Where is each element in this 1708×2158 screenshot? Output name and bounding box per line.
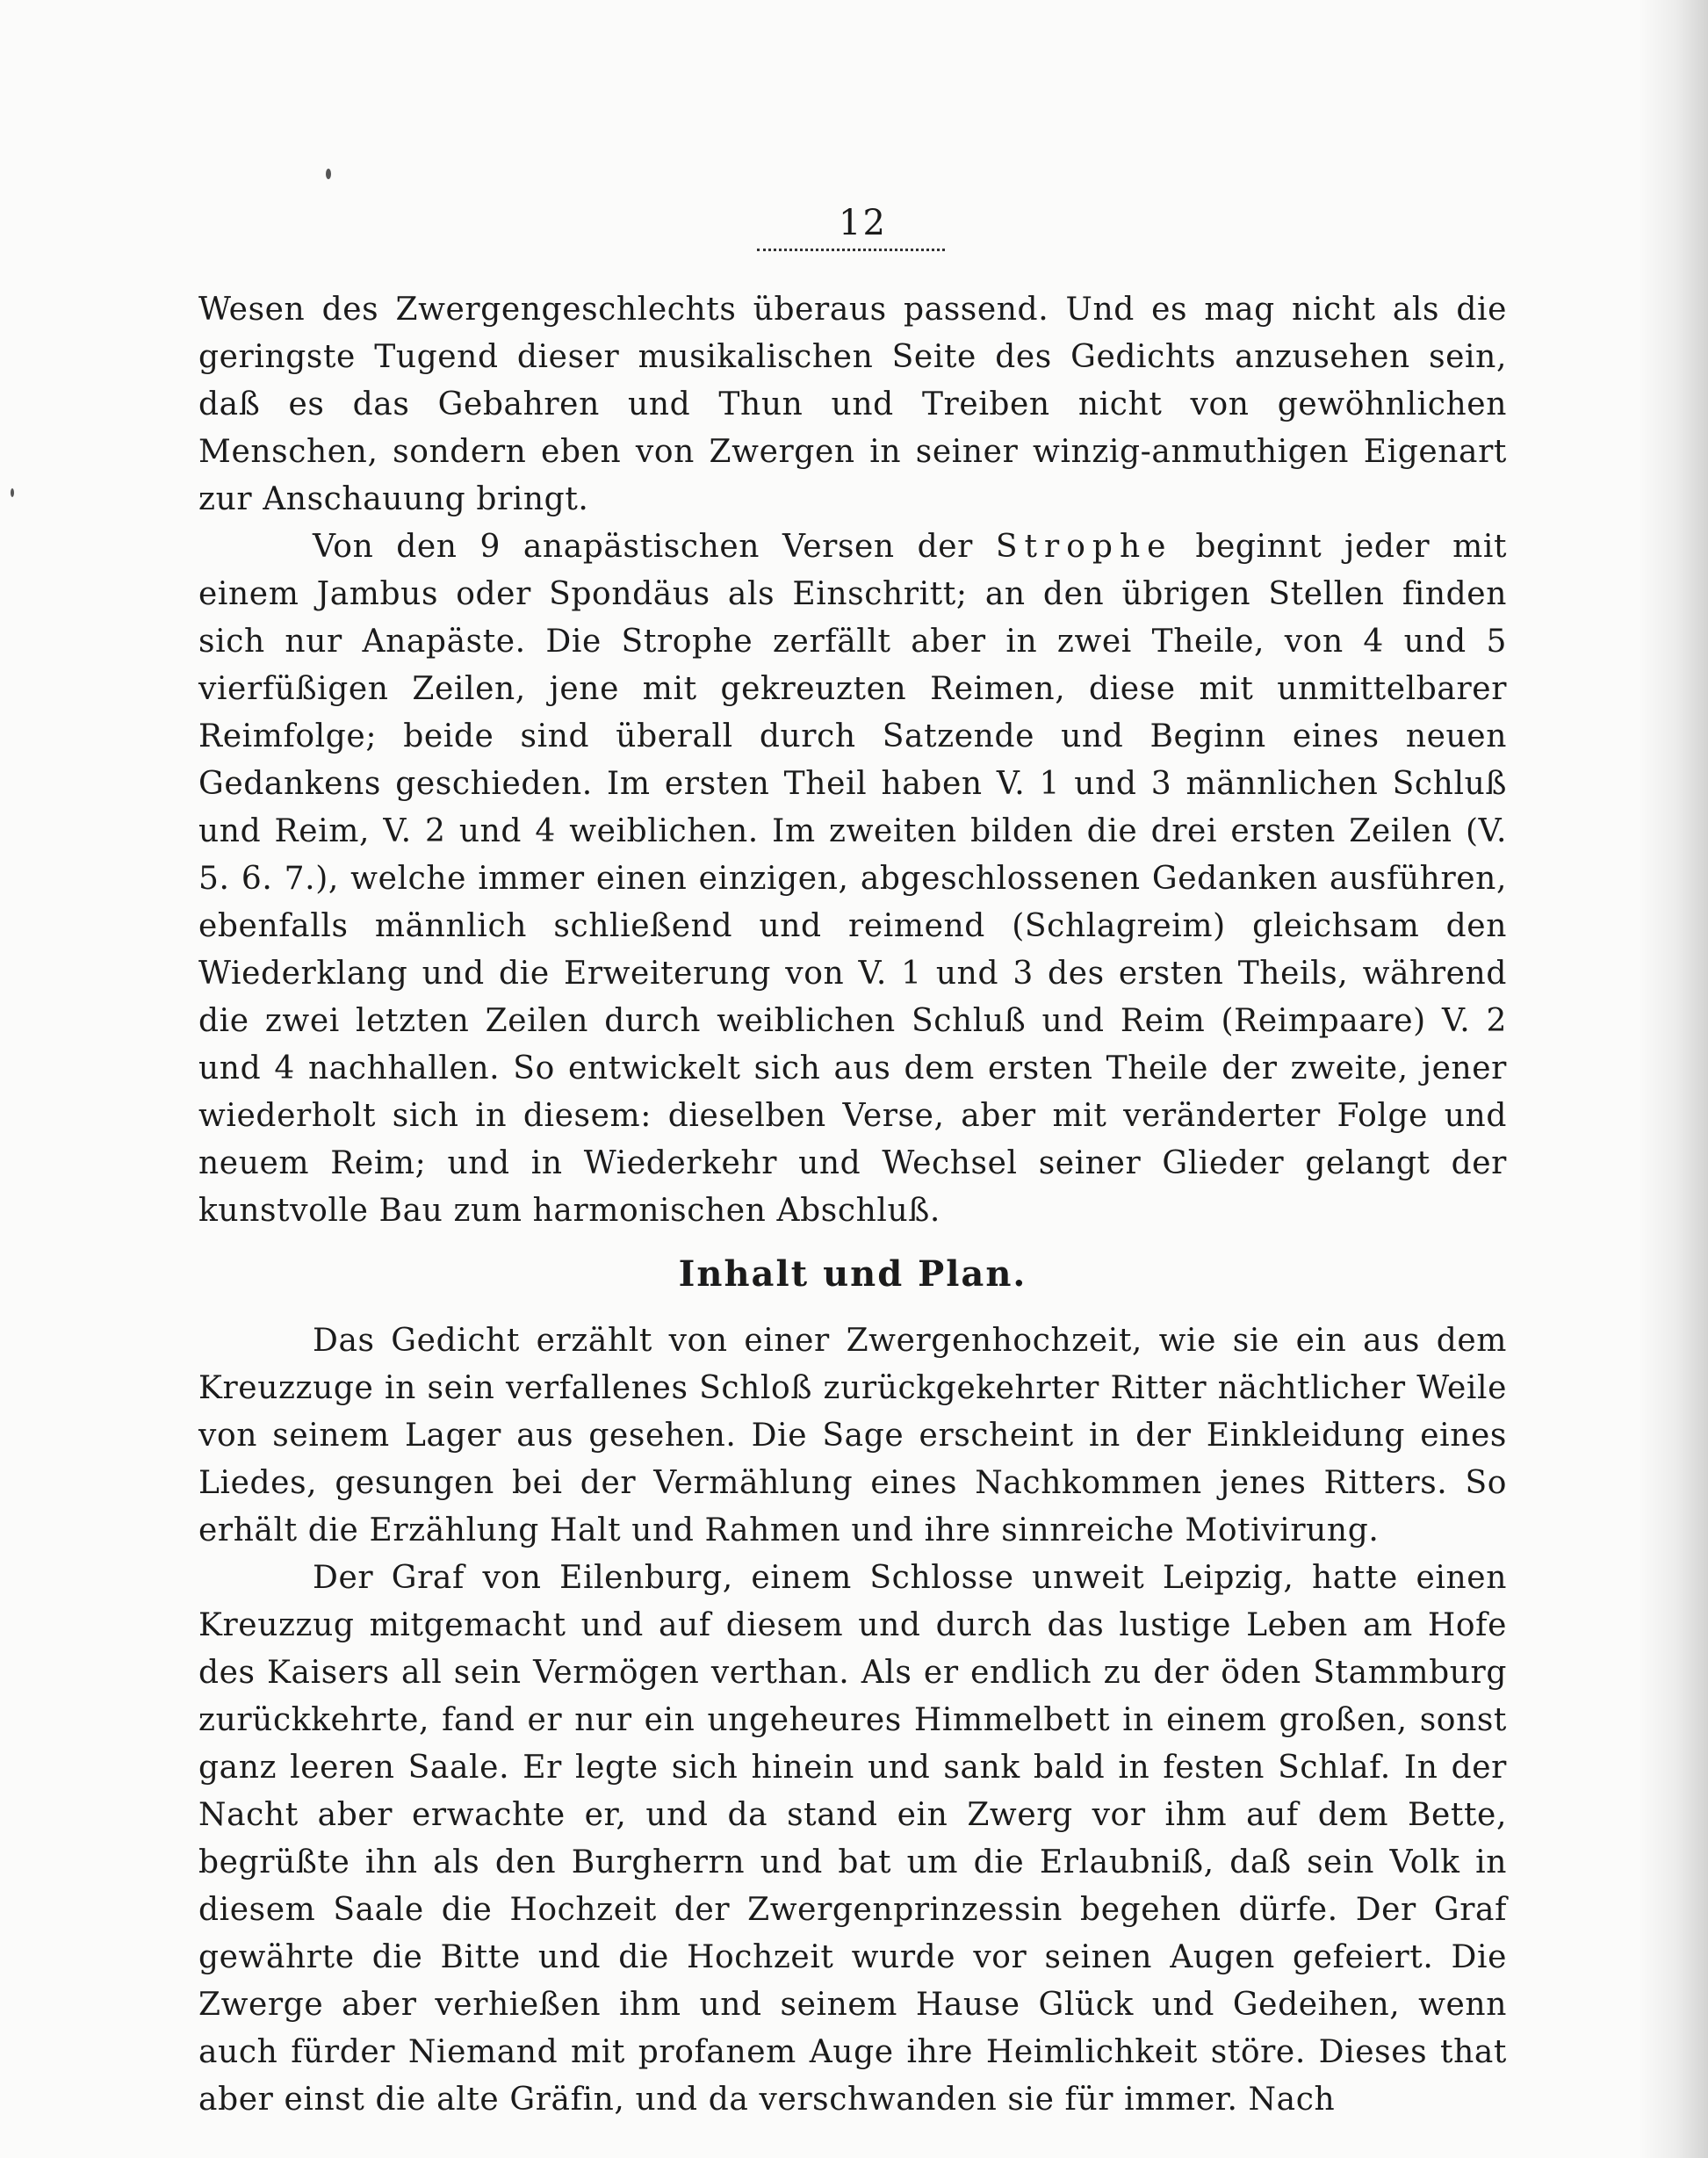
stanza-text-before: Von den 9 anapästischen Versen der xyxy=(313,529,973,565)
body-text xyxy=(198,286,1507,2124)
ink-speck xyxy=(11,488,14,497)
header-rule xyxy=(757,249,945,251)
paragraph-content-summary: Das Gedicht erzählt von einer Zwergenhochzeit, wie sie ein aus dem Kreuzzuge in sein verfallenes Schloß zurückgekehrter Ritter nächtlicher Weile von seinem Lager aus gesehen. Die Sage erscheint in der Einkleidung eines Liedes, gesungen bei der Vermählung eines Nachkommen jenes Ritters. So erhält die Erzählung Halt und Rahmen und ihre sinnreiche Motivirung. xyxy=(198,1323,1507,1548)
section-heading: Inhalt und Plan. xyxy=(678,1253,1027,1295)
paragraph-continuation: Wesen des Zwergengeschlechts überaus passend. Und es mag nicht als die geringste Tugend dieser musikalischen Seite des Gedichts anzusehen sein, daß es das Gebahren und Thun und Treiben nicht von gewöhnlichen Menschen, sondern eben von Zwergen in seiner winzig-anmuthigen Eigenart zur Anschauung bringt. xyxy=(198,292,1507,517)
page-number: 12 xyxy=(839,203,887,243)
paragraph-stanza xyxy=(198,523,1507,1235)
ink-speck xyxy=(326,169,331,179)
paragraph-story: Der Graf von Eilenburg, einem Schlosse unweit Leipzig, hatte einen Kreuzzug mitgemacht und auf diesem und durch das lustige Leben am Hofe des Kaisers all sein Vermögen verthan. Als er endlich zu der öden Stammburg zurückkehrte, fand er nur ein ungeheures Himmelbett in einem großen, sonst ganz leeren Saale. Er legte sich hinein und sank bald in festen Schlaf. In der Nacht aber erwachte er, und da stand ein Zwerg vor ihm auf dem Bette, begrüßte ihn als den Burgherrn und bat um die Erlaubniß, daß sein Volk in diesem Saale die Hochzeit der Zwergenprinzessin begehen dürfe. Der Graf gewährte die Bitte und die Hochzeit wurde vor seinen Augen gefeiert. Die Zwerge aber verhießen ihm und seinem Hause Glück und Gedeihen, wenn auch fürder Niemand mit profanem Auge ihre Heimlichkeit störe. Dieses that aber einst die alte Gräfin, und da verschwanden sie für immer. Nach xyxy=(198,1560,1507,2118)
spaced-word: Strophe xyxy=(995,529,1173,565)
stanza-text-after: beginnt jeder mit einem Jambus oder Spondäus als Einschritt; an den übrigen Stellen finden sich nur Anapäste. Die Strophe zerfällt aber in zwei Theile, von 4 und 5 vierfüßigen Zeilen, jene mit gekreuzten Reimen, diese mit unmittelbarer Reimfolge; beide sind überall durch Satzende und Beginn eines neuen Gedankens geschieden. Im ersten Theil haben V. 1 und 3 männlichen Schluß und Reim, V. 2 und 4 weiblichen. Im zweiten bilden die drei ersten Zeilen (V. 5. 6. 7.), welche immer einen einzigen, abgeschlossenen Gedanken ausführen, ebenfalls männlich schließend und reimend (Schlagreim) gleichsam den Wiederklang und die Erweiterung von V. 1 und 3 des ersten Theils, während die zwei letzten Zeilen durch weiblichen Schluß und Reim (Reimpaare) V. 2 und 4 nachhallen. So entwickelt sich aus dem ersten Theile der zweite, jener wiederholt sich in diesem: dieselben Verse, aber mit veränderter Folge und neuem Reim; und in Wiederkehr und Wechsel seiner Glieder gelangt der kunstvolle Bau zum harmonischen Abschluß. xyxy=(198,529,1508,1229)
page-edge-shadow xyxy=(1638,0,1708,2158)
